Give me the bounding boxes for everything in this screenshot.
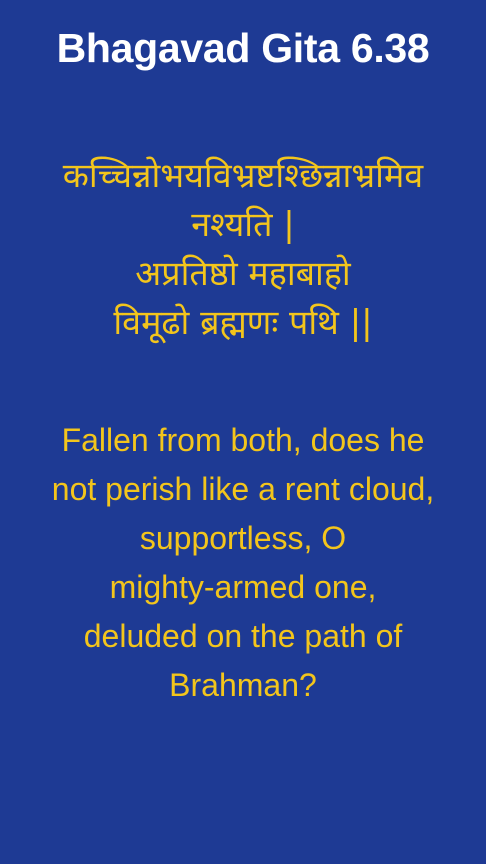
sanskrit-line: नश्यति |: [191, 205, 295, 245]
translation-line: not perish like a rent cloud,: [51, 471, 435, 507]
translation-line: mighty-armed one,: [109, 569, 377, 605]
translation-line: Brahman?: [169, 667, 317, 703]
sanskrit-line: अप्रतिष्ठो महाबाहो: [135, 254, 351, 294]
sanskrit-line: कच्चिन्नोभयविभ्रष्टश्छिन्नाभ्रमिव: [62, 156, 424, 196]
translation-line: Fallen from both, does he: [61, 422, 425, 458]
sanskrit-line: विमूढो ब्रह्मणः पथि ||: [113, 303, 373, 343]
translation-line: deluded on the path of: [83, 618, 403, 654]
translation-line: supportless, O: [139, 520, 347, 556]
english-translation: [0, 416, 486, 710]
sanskrit-verse: [0, 152, 486, 348]
verse-title: Bhagavad Gita 6.38: [56, 25, 430, 71]
